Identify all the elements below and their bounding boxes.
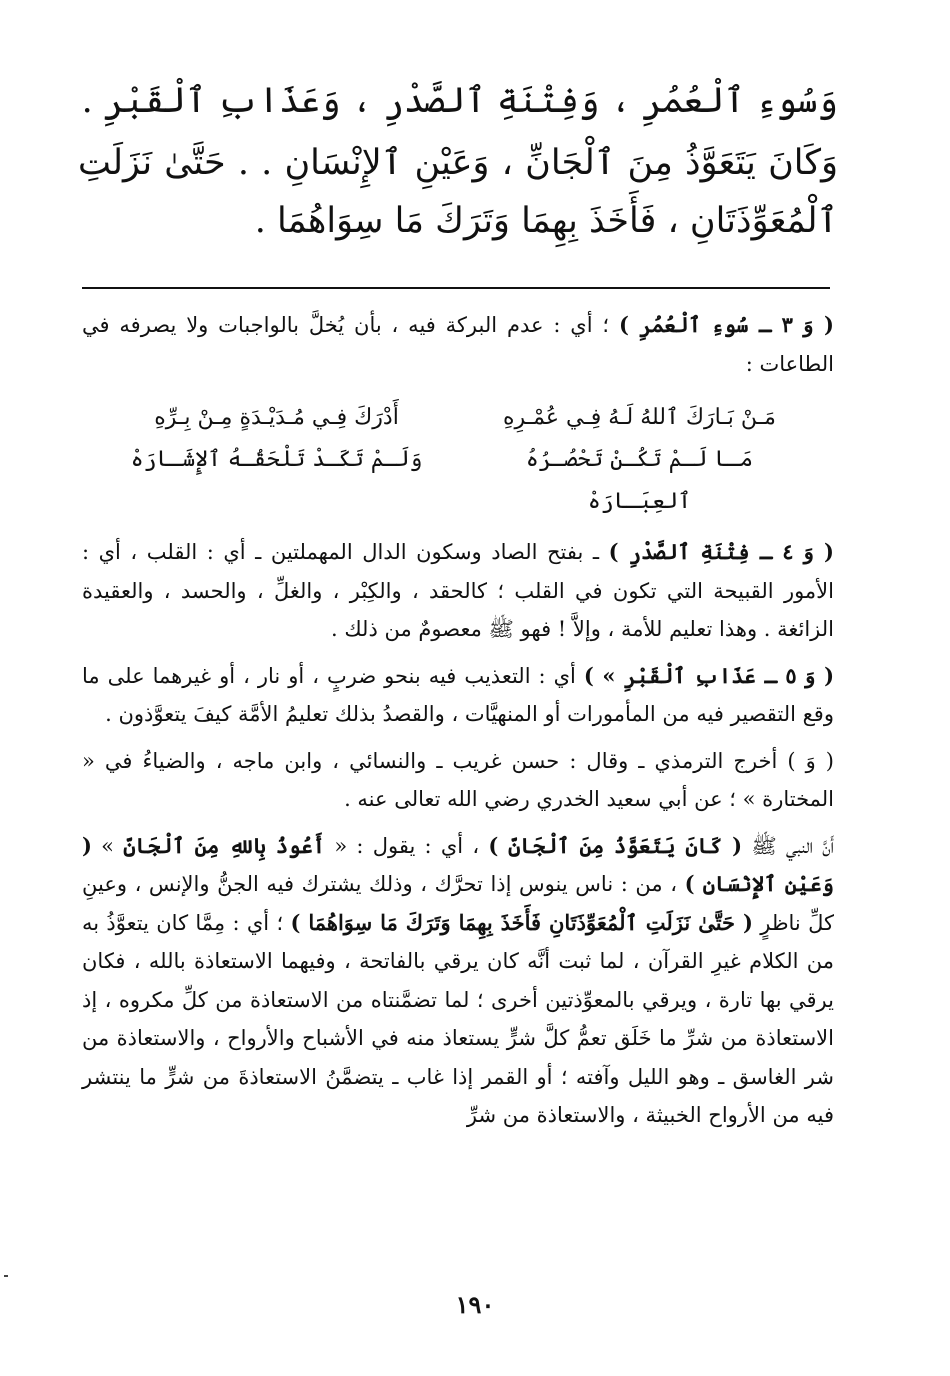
commentary-paragraph-3 — [82, 657, 834, 734]
poem-verse-2 — [122, 439, 794, 523]
hadith-line-1: وَسُوءِ ٱلْعُمُرِ ، وَفِتْنَةِ ٱلصَّدْرِ ، وَعَذَابِ ٱلْقَبْرِ . — [81, 81, 838, 121]
poem-hemistich: مَـنْ بَـارَكَ ٱللهُ لَـهُ فِـي عُمْـرِهِ — [503, 405, 776, 430]
commentary-lemma: ( وَ ٤ ـ فِتْنَةِ ٱلصَّدْرِ ) — [608, 539, 834, 564]
commentary-lemma: ( وَ ٥ ـ عَذَابِ ٱلْقَبْرِ » ) — [583, 662, 834, 688]
commentary-paragraph-2 — [82, 533, 834, 649]
poem-hemistich: وَلَـمْ تَكَـدْ تَلْحَقُـهُ ٱلإِشَـارَهْ — [130, 447, 423, 472]
footnote-divider — [82, 287, 830, 289]
poem — [122, 397, 794, 523]
commentary-text: ، أي : يقول : « — [325, 833, 489, 858]
poem-hemistich: مَـا لَـمْ تَكُـنْ تَحْصُـرُهُ ٱلعِبَـارَهْ — [525, 447, 754, 514]
commentary-lemma: ( وَ ٣ ـ سُوءِ ٱلْعُمُرِ ) — [618, 312, 834, 337]
commentary-lemma: ( كَانَ يَتَعَوَّذُ مِنَ ٱلْجَانِّ ) — [488, 832, 743, 858]
poem-verse-1 — [122, 397, 794, 439]
poem-hemistich: أَدْرَكَ فِـي مُـدَيْـدَةٍ مِـنْ بِـرِّهِ — [154, 405, 399, 430]
commentary-text: ـ بفتح الصاد وسكون الدال المهملتين ـ أي : القلب ، أي : الأمور القبيحة التي تكون في القلب ؛ كالحقد ، والكِبْر ، والغلِّ ، والحسد ، والعقيدة الزائغة . وهذا تعليم للأمة ، وإلاَّ ! فهو ﷺ معصومٌ من ذلك . — [82, 540, 834, 641]
commentary-text: أي : التعذيب فيه بنحو ضربٍ ، أو نار ، أو غيرهما على ما وقع التقصير فيه من المأمورات أو المنهيَّات ، والقصدُ بذلك تعليمُ الأمَّة كيفَ يتعوَّذون . — [82, 663, 834, 726]
commentary-paragraph-1 — [82, 306, 834, 383]
commentary-text: ، من : ناس ينوس إذا تحرَّك ، وذلك يشترك فيه الجنُّ والإنس ، وعينِ كلِّ ناظرٍ — [82, 872, 834, 935]
scan-mark — [4, 1275, 8, 1277]
commentary — [82, 306, 834, 1143]
commentary-quote: أَعُوذُ بِاللهِ مِنَ ٱلْجَانِّ — [123, 832, 326, 858]
commentary-lemma: ( حَتَّىٰ نَزَلَتِ ٱلْمُعَوِّذَتَانِ فَأَخَذَ بِهِمَا وَتَرَكَ مَا سِوَاهُمَا ) — [290, 909, 753, 935]
commentary-text: » — [91, 833, 124, 858]
hadith-line-2: وَكَانَ يَتَعَوَّذُ مِنَ ٱلْجَانِّ ، وَعَيْنِ ٱلإِنْسَانِ . . حَتَّىٰ نَزَلَتِ ٱلْمُعَوِّذَتَانِ ، فَأَخَذَ بِهِمَا وَتَرَكَ مَا سِوَاهُمَا . — [78, 143, 838, 241]
page-number: ١٩٠ — [455, 1290, 495, 1319]
hadith-text — [78, 72, 838, 250]
commentary-paragraph-5 — [82, 827, 834, 1135]
commentary-text: ؛ أي : مِمَّا كان يتعوَّذُ به من الكلام غيرِ القرآن ، لما ثبت أنَّه كان يرقي بالفاتحة ، وفيهما الاستعاذة بالله ، فكان يرقي بها تارة ، ويرقي بالمعوِّذتين أخرى ؛ لما تضمَّنتاه من الاستعاذة من كلِّ مكروه ، إذ الاستعاذة من شرِّ ما خَلَق تعمُّ كلَّ شرٍّ يستعاذ منه في الأشباح والأرواح ، والاستعاذة من شر الغاسق ـ وهو الليل وآفته ؛ أو القمر إذا غاب ـ يتضمَّنُ الاستعاذةَ من شرٍّ ما ينتشر فيه من الأرواح الخبيثة ، والاستعاذة من شرِّ — [82, 910, 834, 1127]
commentary-paragraph-4: ( وَ ) أخرج الترمذي ـ وقال : حسن غريب ـ والنسائي ، وابن ماجه ، والضياءُ في « المختارة » ؛ عن أبي سعيد الخدري رضي الله تعالى عنه . — [82, 748, 834, 811]
commentary-lemma: ( وَعَيْنِ ٱلإِنْسَانِ ) — [82, 832, 834, 896]
commentary-text: أَنَّ النبي ﷺ — [742, 833, 834, 858]
commentary-text: ؛ أي : عدم البركة فيه ، بأن يُخلَّ بالواجبات ولا يصرفه في الطاعات : — [82, 313, 834, 376]
